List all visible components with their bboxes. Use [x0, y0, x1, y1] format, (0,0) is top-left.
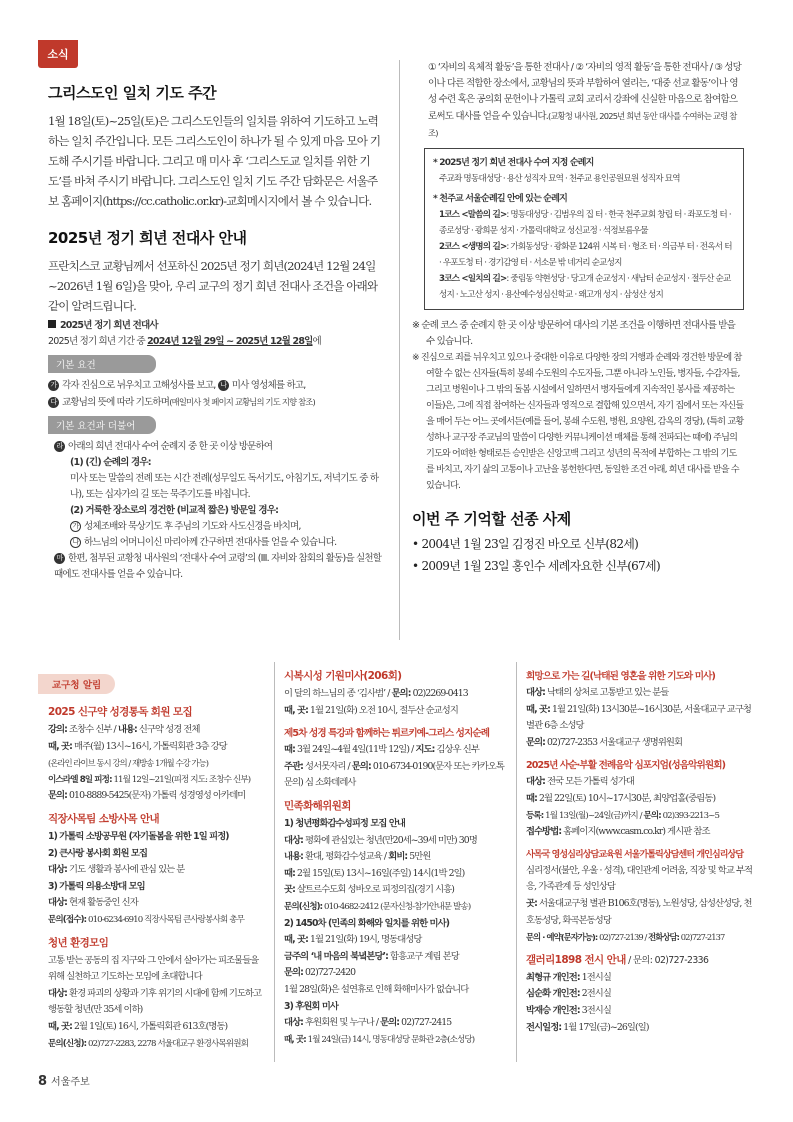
condition-a: 라 아래의 희년 전대사 수여 순례지 중 한 곳 이상 방문하여 — [48, 439, 386, 455]
notice-body — [526, 970, 756, 1036]
notice-line: 주관: 성서못자리 / 문의: 010-6734-0190(문자 또는 카카오톡 문의) 심 소화데레사 — [284, 760, 504, 789]
page-number: 8 — [38, 1074, 48, 1089]
notices-column-1 — [38, 662, 268, 1062]
notice-line: 때, 곳: 2월 1일(토) 16시, 가톨릭회관 613호(명동) — [48, 1020, 228, 1032]
notice-body — [38, 722, 268, 805]
notice-body — [526, 774, 756, 840]
notice-line: 문의: 02)727-2353 서울대교구 생명위원회 — [526, 736, 683, 748]
box-title-1: * 2025년 정기 희년 전대사 수여 지정 순례지 — [433, 158, 594, 168]
notice-body — [526, 863, 756, 946]
notice-line: 3) 후원회 미사 — [284, 1000, 338, 1012]
condition-a2-i: 가 성체조배와 묵상기도 후 주님의 기도와 사도신경을 바치며, — [48, 519, 386, 535]
course-3: 3코스 <일치의 길>: 중림동 약현성당 · 당고개 순교성지 · 새남터 순교성지 · 절두산 순교성지 · 노고산 성지 · 용산예수성심신학교 · 왜고개 성지 · 삼성산 성지 — [439, 274, 731, 300]
notice-line: 대상: 전국 모든 가톨릭 성가대 — [526, 776, 635, 788]
notice-line: 2) 큰사랑 봉사회 회원 모집 — [48, 847, 148, 859]
condition-a2-title: (2) 거룩한 장소로의 경건한 (비교적 짧은) 방문일 경우: — [70, 505, 279, 516]
column-divider — [399, 60, 400, 640]
circle-number-icon: 다 — [48, 397, 59, 408]
unity-title: 그리스도인 일치 기도 주간 — [48, 84, 217, 102]
notice-body — [284, 816, 510, 1048]
notice-line: 강의: 조창수 신부 / 내용: 신구약 성경 전체 — [48, 724, 200, 735]
notice-line: 1) 청년평화감수성피정 모집 안내 — [284, 817, 405, 829]
notice-line: 대상: 현재 활동중인 신자 — [48, 897, 138, 909]
pilgrimage-box — [424, 148, 744, 310]
notice-line: 문의: 010-8889-5425(문자) 가톨릭 성경영성 아카데미 — [48, 790, 246, 802]
basic-requirements-label: 기본 요건 — [48, 355, 156, 373]
notice-body — [38, 829, 268, 929]
condition-a2-ii: 나 하느님의 어머니이신 마리아께 간구하면 전대사를 얻을 수 있습니다. — [48, 535, 386, 551]
jubilee-period: 2025년 정기 희년 기간 중 2024년 12월 29일 ~ 2025년 12월 28일에 — [48, 336, 321, 347]
notice-line: 대상: 낙태의 상처로 고통받고 있는 분들 — [526, 687, 669, 698]
notice-line: 이스라엘 8일 피정: 11월 12일~21일(피정 지도: 조창수 신부) — [48, 774, 251, 785]
notice-line: 1) 가톨릭 소방공무원 (자기돌봄을 위한 1일 피정) — [48, 830, 229, 842]
circle-number-icon: 마 — [54, 553, 65, 564]
notice-line: 때, 곳: 매주(월) 13시~16시, 가톨릭회관 3층 강당 — [48, 740, 227, 752]
notice-heading: 2025 신구약 성경통독 회원 모집 — [48, 706, 193, 718]
course-2: 2코스 <생명의 길>: 가회동성당 · 광화문 124위 시복 터 · 형조 터 · 의금부 터 · 전옥서 터 · 우포도청 터 · 경기감영 터 · 서소문 밖 네거리 순교성지 — [439, 242, 732, 268]
notice-line: 이 달의 하느님의 종 ‘김사범’ / 문의: 02)2269-0413 — [284, 688, 468, 699]
notice-heading: 희망으로 가는 길(낙태된 영혼을 위한 기도와 미사) — [526, 671, 715, 682]
additional-requirements-label: 기본 요건과 더불어 — [48, 416, 156, 434]
notice-line: 1월 28일(화)은 설연휴로 인해 화해미사가 없습니다 — [284, 983, 469, 995]
diocese-notice-pill: 교구청 알림 — [38, 674, 115, 694]
notice-line: 2) 1450차 (민족의 화해와 일치를 위한 미사) — [284, 917, 450, 929]
unity-body: 1월 18일(토)~25일(토)은 그리스도인들의 일치를 위하여 기도하고 노력하는 일치 주간입니다. 모든 그리스도인이 하나가 될 수 있게 마음 모아 기도해 주시기를 바랍니다. 그리고 매 미사 후 ‘그리스도교 일치를 위한 기도’를 바쳐 주시기 바랍니다. 그리스도인 일치 기도 주간 담화문은 서울주보 홈페이지(https://cc.catholic.or.kr)-교회메시지에서 볼 수 있습니다. — [48, 114, 381, 208]
notice-line: 곳: 샬트르수도회 성바오로 피정의집(경기 시흥) — [284, 884, 455, 896]
notice-line: 내용: 환대, 평화감수성교육 / 회비: 5만원 — [284, 851, 431, 863]
basic-requirement-line-1: 가 각자 진심으로 뉘우치고 고해성사를 보고, 나 미사 영성체를 하고, — [48, 378, 386, 394]
circle-outline-number-icon: 가 — [70, 521, 81, 532]
notice-line: 때: 2월 15일(토) 13시~16일(주일) 14시(1박 2일) — [284, 867, 465, 879]
notice-line: 전시일정: 1월 17일(금)~26일(일) — [526, 1021, 649, 1033]
notice-body — [284, 686, 510, 719]
notice-heading: 사목국 영성심리상담교육원 서울가톨릭상담센터 개인심리상담 — [526, 849, 744, 860]
notice-heading: 2025년 사순·부활 전례음악 심포지엄(성음악위원회) — [526, 760, 726, 772]
notice-line: 문의 · 예약(문자가능): 02)727-2139 / 전화상담: 02)727-2137 — [526, 932, 725, 943]
box-body-1: 주교좌 명동대성당 · 용산 성직자 묘역 · 천주교 용인공원묘원 성직자 묘역 — [439, 174, 680, 184]
notice-heading: 민족화해위원회 — [284, 799, 351, 812]
circle-number-icon: 나 — [218, 380, 229, 391]
box-title-2: * 천주교 서울순례길 안에 있는 순례지 — [433, 194, 567, 204]
basic-requirement-line-2: 다 교황님의 뜻에 따라 기도하며(매일미사 첫 페이지 교황님의 기도 지향 참조) — [48, 394, 386, 411]
left-column — [48, 82, 386, 583]
note-1: ※ 순례 코스 중 순례지 한 곳 이상 방문하여 대사의 기본 조건을 이행하면 전대사를 받을 수 있습니다. — [412, 320, 736, 347]
notice-heading: 제5차 성경 특강과 함께하는 튀르키예-그리스 성지순례 — [284, 728, 490, 740]
notice-line: 박재승 개인전: 3전시실 — [526, 1004, 611, 1016]
notice-line: 대상: 환경 파괴의 상황과 기후 위기의 시대에 함께 기도하고 행동할 청년(만 35세 이하) — [48, 987, 262, 1016]
circle-number-icon: 가 — [48, 380, 59, 391]
right-column — [412, 60, 744, 577]
jubilee-title: 2025년 정기 희년 전대사 안내 — [48, 229, 247, 247]
square-bullet-icon — [48, 320, 56, 328]
notices-column-3 — [526, 662, 756, 1062]
condition-a1-body: 미사 또는 말씀의 전례 또는 시간 전례(성무일도 독서기도, 아침기도, 저녁기도 중 하나), 또는 십자가의 길 또는 묵주기도를 바칩니다. — [70, 473, 379, 500]
notice-line: 3) 가톨릭 의용소방대 모임 — [48, 880, 145, 892]
page-footer — [38, 1073, 90, 1089]
notice-line: 때: 3월 24일~4월 4일(11박 12일) / 지도: 김상우 신부 — [284, 744, 479, 756]
notice-heading: 갤러리1898 전시 안내 / 문의: 02)727-2336 — [526, 953, 709, 966]
notice-line: 대상: 평화에 관심있는 청년(만20세~39세 미만) 30명 — [284, 834, 477, 846]
section-tab: 소식 — [38, 40, 78, 68]
notice-line: 문의: 02)727-2420 — [284, 967, 356, 979]
notice-line: 때, 곳: 1월 24일(금) 14시, 명동대성당 문화관 2층(소성당) — [284, 1034, 475, 1045]
notice-line: 고통 받는 공동의 집 지구와 그 안에서 살아가는 피조물들을 위해 실천하고 기도하는 모임에 초대합니다 — [48, 954, 259, 983]
notice-line: 최형규 개인전: 1전시실 — [526, 971, 611, 983]
notice-line: 접수방법: 홈페이지(www.casm.co.kr) 게시판 참조 — [526, 826, 710, 838]
notice-body — [38, 953, 268, 1053]
jubilee-subtitle: 2025년 정기 희년 전대사 — [48, 318, 386, 334]
condition-a1-title: (1) (긴) 순례의 경우: — [70, 457, 151, 468]
course-1: 1코스 <말씀의 길>: 명동대성당 · 김범우의 집 터 · 한국 천주교회 창립 터 · 좌포도청 터 · 종로성당 · 광희문 성지 · 가톨릭대학교 성신교정 · 석정보름우물 — [439, 210, 731, 236]
notices-section — [38, 662, 756, 1062]
bottom-divider-1 — [274, 662, 275, 1062]
notice-heading: 시복시성 기원미사(206회) — [284, 670, 402, 682]
memorial-item-2: • 2009년 1월 23일 홍인수 세례자요한 신부(67세) — [412, 559, 660, 573]
notice-line: 대상: 기도 생활과 봉사에 관심 있는 분 — [48, 864, 185, 876]
circle-outline-number-icon: 나 — [70, 537, 81, 548]
notice-line: 문의(신청): 02)727-2283, 2278 서울대교구 환경사목위원회 — [48, 1038, 249, 1049]
note-2: ※ 진심으로 죄를 뉘우치고 있으나 중대한 이유로 다양한 장의 거행과 순례와 경건한 방문에 참여할 수 없는 신자들(특히 봉쇄 수도원의 수도자들, 그뿐 아니라 노인들, 병자들, 수감자들, 그리고 병원이나 그 밖의 돌봄 시설에서 일하면서 병자들에게 지속적인 봉사를 제공하는 이들)은, 그에 직접 참여하는 신자들과 영적으로 결합해 있으면서, 자기 집에서 또는 자신들을 매어 두는 어느 곳에서든(예를 들어, 봉쇄 수도원, 병원, 요양원, 감옥의 경당), (특히 교황 성하나 교구장 주교님의 말씀이 다양한 커뮤니케이션 매체를 통해 전파되는 때에) 주님의 기도와 어떠한 형태로든 승인받은 신앙고백 그리고 성년의 목적에 부합하는 그 밖의 기도를 바치고, 자기 삶의 고통이나 고난을 봉헌한다면, 동일한 조건 아래, 희년 대사를 받을 수 있습니다. — [412, 353, 744, 491]
circle-number-icon: 라 — [54, 441, 65, 452]
notice-line: (온라인 라이브 동시 강의 / 재방송 1개월 수강 가능) — [48, 758, 209, 769]
memorial-title: 이번 주 기억할 선종 사제 — [412, 510, 571, 528]
jubilee-intro: 프란치스코 교황님께서 선포하신 2025년 정기 희년(2024년 12월 24일~2026년 1월 6일)을 맞아, 우리 교구의 정기 희년 전대사 조건을 아래와 같이 알려드립니다. — [48, 259, 378, 313]
notices-column-2 — [284, 662, 510, 1062]
notice-line: 대상: 후원회원 및 누구나 / 문의: 02)727-2415 — [284, 1017, 452, 1029]
notice-heading: 청년 환경모임 — [48, 936, 109, 949]
notice-line: 때, 곳: 1월 21일(화) 19시, 명동대성당 — [284, 934, 422, 946]
publication-name: 서울주보 — [51, 1077, 90, 1088]
notice-line: 문의(접수): 010-6234-6910 직장사목팀 큰사랑봉사회 총무 — [48, 914, 245, 925]
notice-heading: 직장사목팀 소방사목 안내 — [48, 812, 160, 825]
bottom-divider-2 — [516, 662, 517, 1062]
notice-line: 금주의 ‘내 마음의 북녘본당’: 함흥교구 계림 본당 — [284, 950, 459, 962]
notice-line: 심리정서(불안, 우울 · 성격), 대인관계 어려움, 직장 및 학교 부적응, 가족관계 등 성인상담 — [526, 864, 753, 893]
memorial-item-1: • 2004년 1월 23일 김정진 바오로 신부(82세) — [412, 537, 639, 551]
notice-line: 때: 2월 22일(토) 10시~17시30분, 최양업홀(중림동) — [526, 792, 716, 804]
notice-line: 곳: 서울대교구청 별관 B106호(명동), 노원성당, 삼성산성당, 천호동성당, 화곡본동성당 — [526, 897, 752, 926]
notice-line: 때, 곳: 1월 21일(화) 오전 10시, 절두산 순교성지 — [284, 704, 458, 716]
mercy-acts: ① ‘자비의 육체적 활동’을 통한 전대사 / ② ‘자비의 영적 활동’을 통한 전대사 / ③ 성당이나 다른 적합한 장소에서, 교황님의 뜻과 부합하여 열리는, ‘대중 선교 활동’이나 영성 수련 혹은 공의회 문헌이나 가톨릭 교회 교리서 강좌에 신실한 마음으로 참여함으로써도 대사를 얻을 수 있습니다.(교황청 내사원, 2025년 희년 동안 대사를 수여하는 교령 참조) — [428, 62, 742, 138]
condition-b: 마 한편, 첨부된 교황청 내사원의 ‘전대사 수여 교령’의 (III. 자비와 참회의 활동)을 실천할 때에도 전대사를 얻을 수 있습니다. — [54, 553, 382, 580]
notice-line: 등록: 1월 13일(월)~24일(금)까지 / 문의: 02)393-2213~5 — [526, 810, 720, 821]
notice-line: 심순화 개인전: 2전시실 — [526, 988, 611, 1000]
notice-line: 때, 곳: 1월 21일(화) 13시30분~16시30분, 서울대교구 교구청별관 6층 소성당 — [526, 703, 752, 732]
notice-body — [284, 742, 510, 792]
notice-body — [526, 685, 756, 751]
notice-line: 문의(신청): 010-4682-2412 (문자신청-참가안내문 발송) — [284, 901, 471, 912]
